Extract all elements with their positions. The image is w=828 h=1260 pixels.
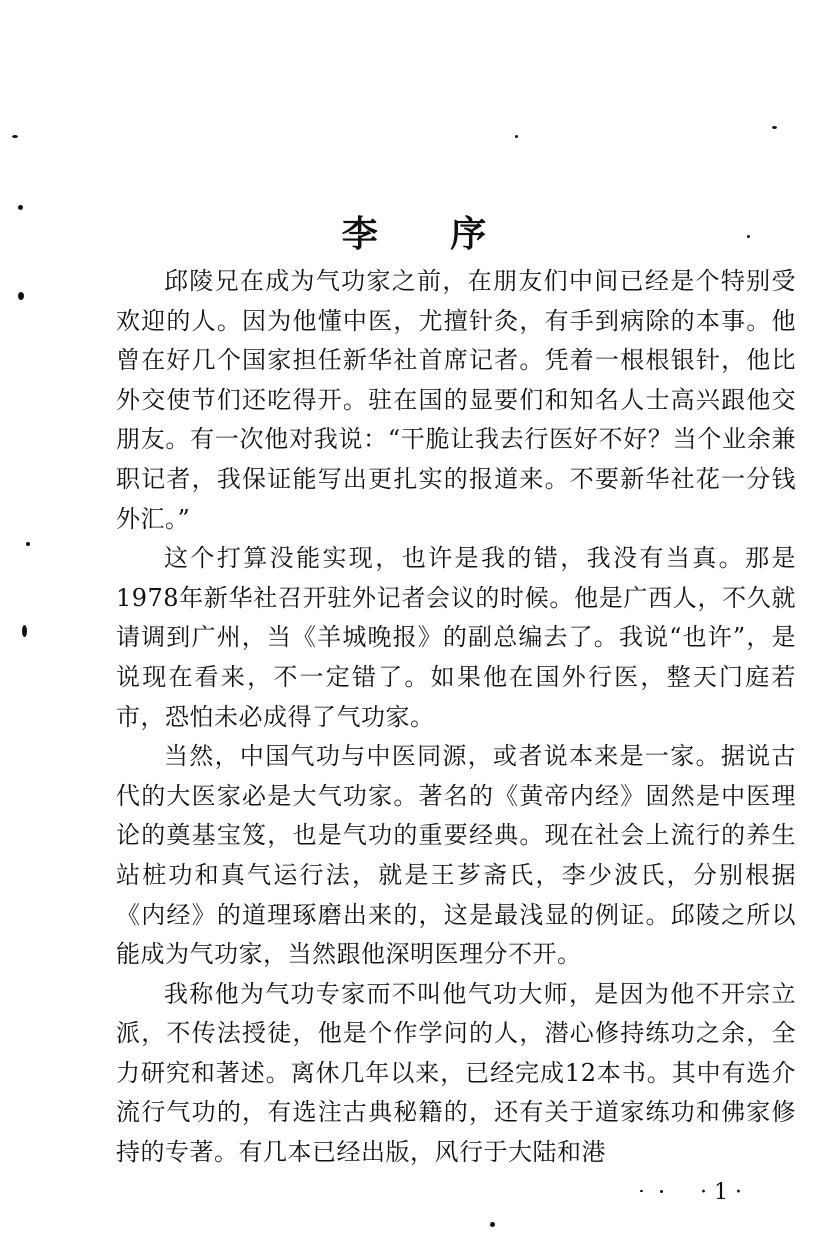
scan-speck [747, 235, 750, 238]
page-number: · 1 · [700, 1180, 742, 1205]
scan-speck [640, 1190, 643, 1192]
scan-speck [490, 1222, 495, 1227]
paragraph: 邱陵兄在成为气功家之前，在朋友们中间已经是个特别受欢迎的人。因为他懂中医，尤擅针灸，有手到病除的本事。他曾在好几个国家担任新华社首席记者。凭着一根根银针，他比外交使节们还吃得开。驻在国的显要们和知名人士高兴跟他交朋友。有一次他对我说：“干脆让我去行医好不好？当个业余兼职记者，我保证能写出更扎实的报道来。不要新华社花一分钱外汇。” [116, 267, 796, 533]
scan-speck [26, 542, 30, 546]
scan-speck [22, 625, 27, 637]
page-title: 李 序 [341, 214, 517, 256]
scan-speck [18, 292, 24, 300]
paragraph: 当然，中国气功与中医同源，或者说本来是一家。据说古代的大医家必是大气功家。著名的《黄帝内经》固然是中医理论的奠基宝笈，也是气功的重要经典。现在社会上流行的养生站桩功和真气运行法，就是王芗斋氏，李少波氏，分别根据《内经》的道理琢磨出来的，这是最浅显的例证。邱陵之所以能成为气功家，当然跟他深明医理分不开。 [116, 742, 796, 969]
paragraph: 这个打算没能实现，也许是我的错，我没有当真。那是1978年新华社召开驻外记者会议的时候。他是广西人，不久就请调到广州，当《羊城晚报》的副总编去了。我说“也许”，是说现在看来，不一定错了。如果他在国外行医，整天门庭若市，恐怕未必成得了气功家。 [116, 544, 796, 731]
scan-speck [12, 135, 18, 138]
body-text [116, 262, 796, 1173]
scan-speck [515, 135, 518, 138]
scan-speck [18, 205, 23, 210]
scan-speck [660, 1190, 663, 1193]
paragraph: 我称他为气功专家而不叫他气功大师，是因为他不开宗立派，不传法授徒，他是个作学问的人，潜心修持练功之余，全力研究和著述。离休几年以来，已经完成12本书。其中有选介流行气功的，有选注古典秘籍的，还有关于道家练功和佛家修持的专著。有几本已经出版，风行于大陆和港 [116, 979, 796, 1167]
scan-speck [772, 126, 777, 129]
